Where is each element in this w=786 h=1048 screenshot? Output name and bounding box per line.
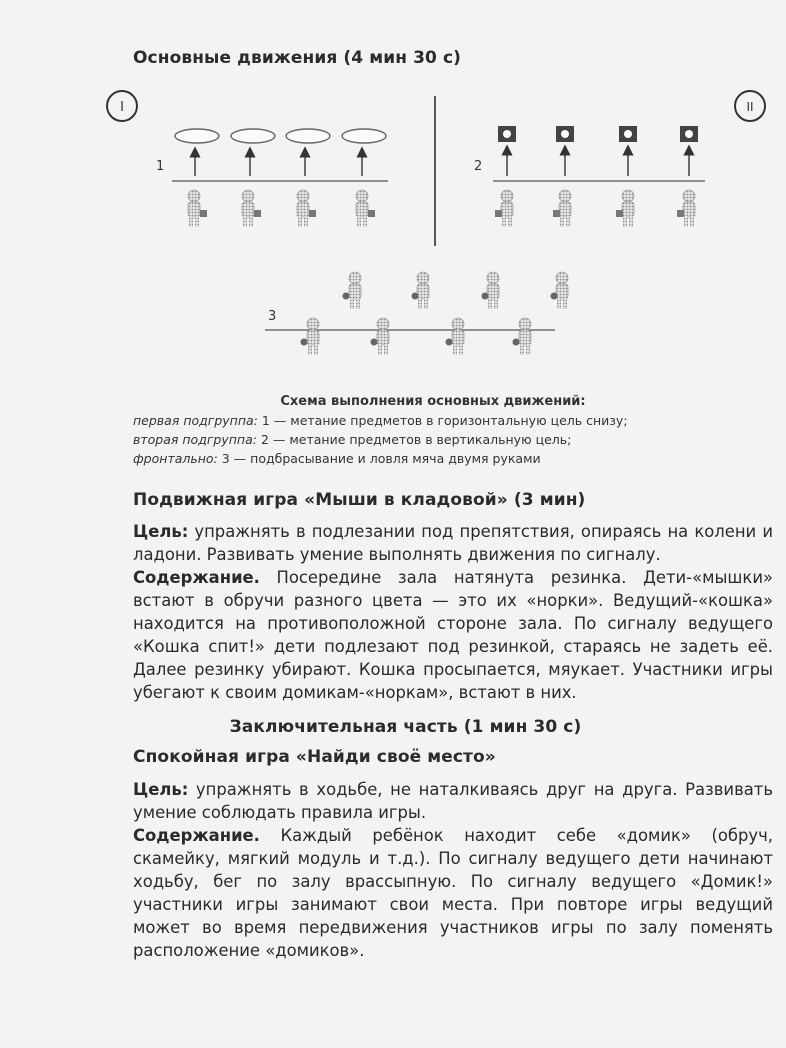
child-figure bbox=[307, 318, 319, 355]
mice-game-text bbox=[133, 520, 773, 704]
caption-line: фронтально: 3 — подбрасывание и ловля мяча двумя руками bbox=[133, 451, 541, 466]
child-figure bbox=[356, 190, 368, 227]
section-title-main-movements: Основные движения (4 мин 30 с) bbox=[133, 48, 462, 68]
child-figure bbox=[556, 272, 568, 309]
child-figure bbox=[487, 272, 499, 309]
child-figure bbox=[622, 190, 634, 227]
scheme-diagram bbox=[100, 88, 780, 368]
caption-line: первая подгруппа: 1 — метание предметов в горизонтальную цель снизу; bbox=[133, 413, 628, 428]
section-title-final-part: Заключительная часть (1 мин 30 с) bbox=[229, 717, 582, 737]
child-figure bbox=[349, 272, 361, 309]
child-figure bbox=[417, 272, 429, 309]
goal-paragraph: Цель: упражнять в подлезании под препятствия, опираясь на колени и ладони. Развивать умение выполнять движения по сигналу. bbox=[133, 522, 773, 564]
child-figure bbox=[519, 318, 531, 355]
svg-text:3: 3 bbox=[268, 309, 277, 324]
section-title-find-your-place: Спокойная игра «Найди своё место» bbox=[133, 747, 496, 767]
caption-title: Схема выполнения основных движений: bbox=[280, 394, 586, 409]
row-1-horizontal-target-throw bbox=[156, 129, 388, 227]
child-figure bbox=[242, 190, 254, 227]
group-one-badge bbox=[107, 91, 137, 121]
hoop-target bbox=[231, 129, 275, 143]
section-title-mice-game: Подвижная игра «Мыши в кладовой» (3 мин) bbox=[133, 490, 586, 510]
child-figure bbox=[559, 190, 571, 227]
child-figure bbox=[501, 190, 513, 227]
child-figure bbox=[377, 318, 389, 355]
hoop-target bbox=[175, 129, 219, 143]
child-figure bbox=[683, 190, 695, 227]
row-3-ball-toss bbox=[265, 272, 568, 355]
movement-scheme bbox=[100, 88, 780, 368]
caption-line: вторая подгруппа: 2 — метание предметов в вертикальную цель; bbox=[133, 432, 572, 447]
find-place-game-text bbox=[133, 778, 773, 962]
child-figure bbox=[297, 190, 309, 227]
child-figure bbox=[452, 318, 464, 355]
child-figure bbox=[188, 190, 200, 227]
group-two-badge bbox=[735, 91, 765, 121]
content-paragraph: Содержание. Каждый ребёнок находит себе «домик» (обруч, скамейку, мягкий модуль и т.д.). По сигналу ведущего дети начинают ходьбу, бег по залу врассыпную. По сигналу ведущего «Домик!» участники игры занимают свои места. При повторе игры ведущий может во время передвижения участников игры по залу поменять расположение «домиков». bbox=[133, 826, 773, 960]
svg-text:I: I bbox=[120, 100, 124, 115]
scheme-caption bbox=[133, 392, 753, 468]
svg-text:2: 2 bbox=[474, 159, 483, 174]
goal-paragraph: Цель: упражнять в ходьбе, не наталкиваясь друг на друга. Развивать умение соблюдать правила игры. bbox=[133, 780, 773, 822]
hoop-target bbox=[342, 129, 386, 143]
hoop-target bbox=[286, 129, 330, 143]
svg-text:II: II bbox=[746, 100, 754, 114]
svg-text:1: 1 bbox=[156, 159, 165, 174]
content-paragraph: Содержание. Посередине зала натянута резинка. Дети-«мышки» встают в обручи разного цвета — это их «норки». Ведущий-«кошка» находится на противоположной стороне зала. По сигналу ведущего «Кошка спит!» дети подлезают под резинкой, стараясь не задеть её. Далее резинку убирают. Кошка просыпается, мяукает. Участники игры убегают к своим домикам-«норкам», встают в них. bbox=[133, 568, 773, 702]
row-2-vertical-target-throw bbox=[474, 126, 705, 227]
